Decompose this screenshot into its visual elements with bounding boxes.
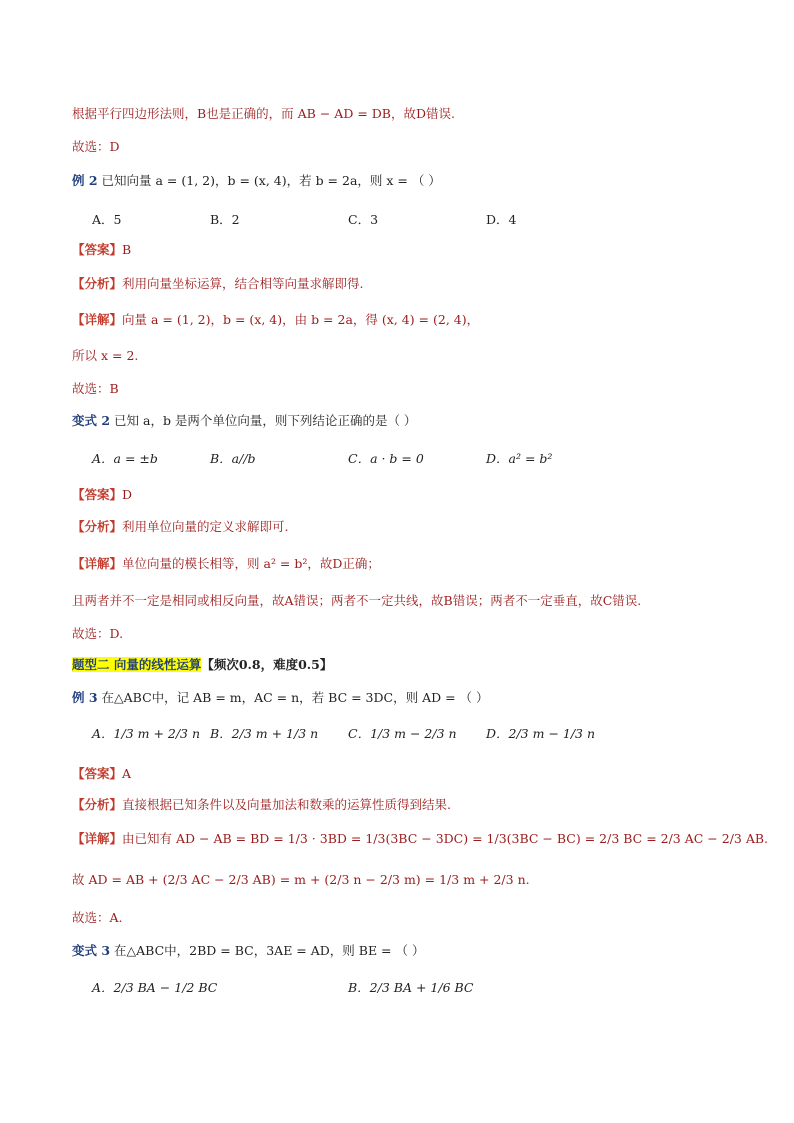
example-3-detail — [72, 829, 768, 847]
option-c: C．1/3 m − 2/3 n — [348, 726, 457, 741]
example-2-text: 已知向量 a = (1, 2)，b = (x, 4)，若 b = 2a，则 x = （ ） — [97, 173, 441, 188]
text-line-parallelogram: 根据平行四边形法则，B也是正确的，而 AB − AD = DB，故D错误. — [72, 106, 455, 121]
detail-text: 由已知有 AD − AB = BD = 1/3 · 3BD = 1/3(3BC − 3DC) = 1/3(3BC − BC) = 2/3 BC = 2/3 AC − 2/3 AB. — [122, 831, 769, 846]
example-3-text: 在△ABC中，记 AB = m，AC = n，若 BC = 3DC，则 AD = （ ） — [97, 690, 489, 705]
analysis-text: 利用向量坐标运算，结合相等向量求解即得. — [122, 276, 364, 291]
answer-value: B — [122, 242, 132, 257]
variant-2-answer — [72, 485, 132, 503]
variant-2-label: 变式 2 — [72, 413, 111, 428]
example-2-answer — [72, 240, 131, 258]
example-3-question — [72, 688, 489, 706]
example-3-select: 故选：A. — [72, 910, 123, 925]
topic-2-heading — [72, 655, 332, 673]
analysis-tag: 【分析】 — [72, 276, 123, 291]
variant-2-question — [72, 411, 416, 429]
example-3-detail-2: 故 AD = AB + (2/3 AC − 2/3 AB) = m + (2/3 n − 2/3 m) = 1/3 m + 2/3 n. — [72, 872, 530, 887]
detail-tag: 【详解】 — [72, 831, 123, 846]
option-b: B．2/3 m + 1/3 n — [210, 726, 319, 741]
example-2-select: 故选：B — [72, 381, 119, 396]
option-d: D．a² = b² — [486, 451, 553, 466]
example-3-label: 例 3 — [72, 690, 98, 705]
example-2-detail-2: 所以 x = 2. — [72, 348, 139, 363]
variant-3-label: 变式 3 — [72, 943, 111, 958]
answer-value: D — [122, 487, 133, 502]
option-a: A．1/3 m + 2/3 n — [92, 726, 201, 741]
example-2-question — [72, 171, 441, 189]
analysis-text: 直接根据已知条件以及向量加法和数乘的运算性质得到结果. — [122, 797, 451, 812]
analysis-text: 利用单位向量的定义求解即可. — [122, 519, 289, 534]
variant-2-select: 故选：D. — [72, 626, 124, 641]
option-b: B．2/3 BA + 1/6 BC — [348, 980, 474, 995]
option-d: D．4 — [486, 212, 517, 227]
option-a: A．2/3 BA − 1/2 BC — [92, 980, 218, 995]
option-c: C．a · b = 0 — [348, 451, 424, 466]
option-b: B．a//b — [210, 451, 256, 466]
answer-value: A — [122, 766, 132, 781]
answer-tag: 【答案】 — [72, 487, 123, 502]
answer-tag: 【答案】 — [72, 766, 123, 781]
variant-3-text: 在△ABC中，2BD = BC，3AE = AD，则 BE = （ ） — [110, 943, 425, 958]
answer-select-d: 故选：D — [72, 139, 120, 154]
option-d: D．2/3 m − 1/3 n — [486, 726, 596, 741]
option-c: C．3 — [348, 212, 379, 227]
variant-2-detail — [72, 554, 380, 572]
example-2-analysis — [72, 274, 364, 292]
example-3-analysis — [72, 795, 451, 813]
option-b: B．2 — [210, 212, 240, 227]
analysis-tag: 【分析】 — [72, 519, 123, 534]
variant-2-analysis — [72, 517, 289, 535]
example-2-label: 例 2 — [72, 173, 98, 188]
analysis-tag: 【分析】 — [72, 797, 123, 812]
topic-2-meta: 【频次0.8，难度0.5】 — [201, 657, 333, 672]
detail-text: 向量 a = (1, 2)，b = (x, 4)，由 b = 2a，得 (x, 4) = (2, 4)， — [122, 312, 480, 327]
detail-text: 单位向量的模长相等，则 a² = b²，故D正确； — [122, 556, 380, 571]
variant-3-question — [72, 941, 424, 959]
option-a: A．a = ±b — [92, 451, 158, 466]
detail-tag: 【详解】 — [72, 312, 123, 327]
variant-2-text: 已知 a，b 是两个单位向量，则下列结论正确的是（ ） — [110, 413, 417, 428]
answer-tag: 【答案】 — [72, 242, 123, 257]
variant-2-detail-2: 且两者并不一定是相同或相反向量，故A错误；两者不一定共线，故B错误；两者不一定垂直，故C错误. — [72, 593, 642, 608]
detail-tag: 【详解】 — [72, 556, 123, 571]
topic-2-label: 题型二 向量的线性运算 — [72, 657, 202, 672]
option-a: A．5 — [92, 212, 122, 227]
example-3-answer — [72, 764, 131, 782]
example-2-detail — [72, 310, 479, 328]
